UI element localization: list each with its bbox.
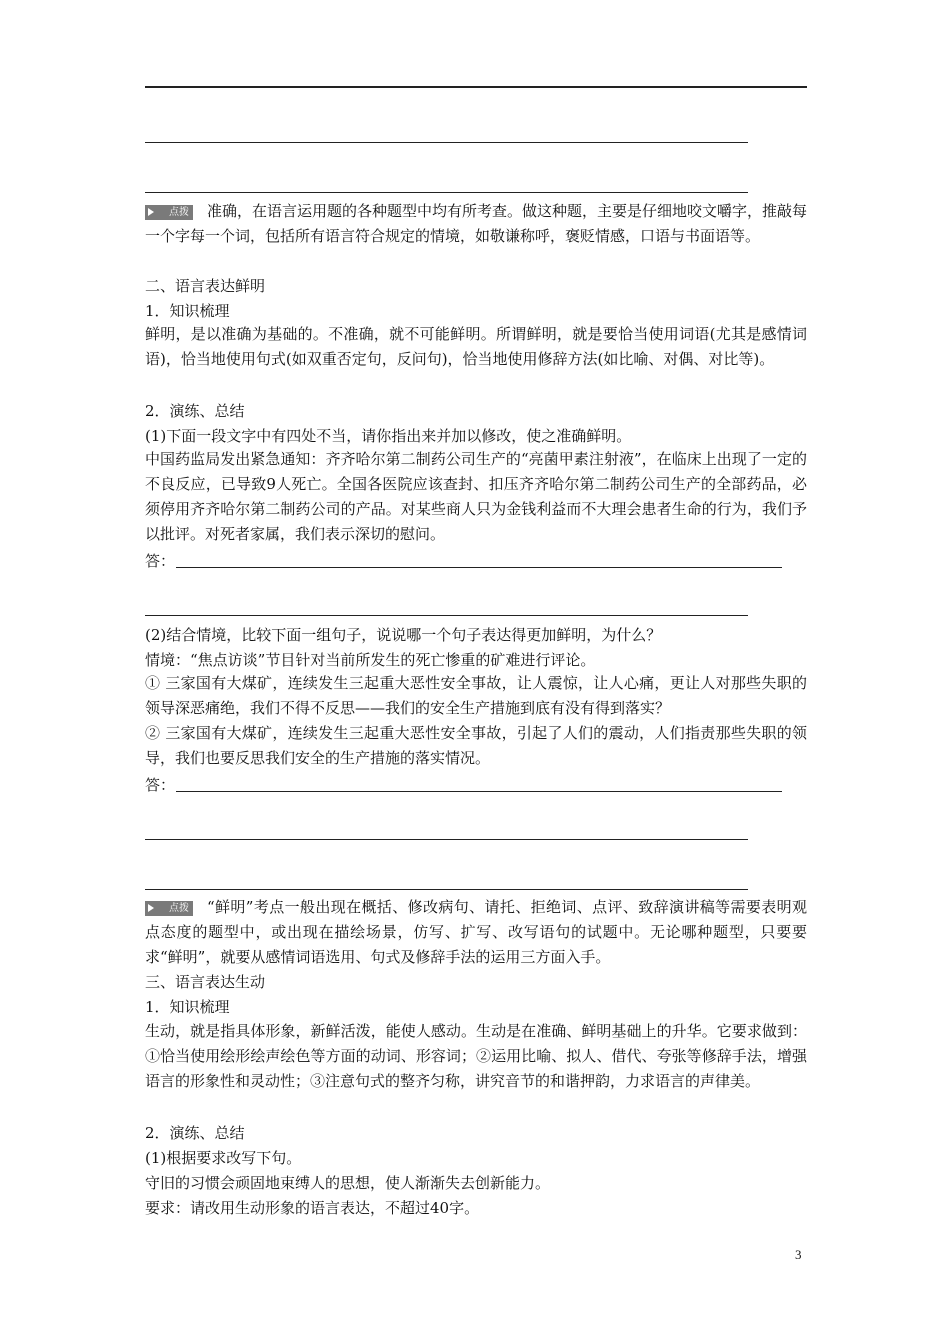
subheading: 1．知识梳理: [145, 998, 230, 1016]
sentence-option-1: ① 三家国有大煤矿，连续发生三起重大恶性安全事故，让人震惊，让人心痛，更让人对那些失职的领导深恶痛绝，我们不得不反思——我们的安全生产措施到底有没有得到落实？: [145, 674, 807, 717]
subheading: 2．演练、总结: [145, 1124, 245, 1142]
question-text: 中国药监局发出紧急通知：齐齐哈尔第二制药公司生产的“亮菌甲素注射液”，在临床上出现了一定的不良反应，已导致9人死亡。全国各医院应该查封、扣压齐齐哈尔第二制药公司生产的全部药品，必须停用齐齐哈尔第二制药公司的产品。对某些商人只为金钱利益而不大理会患者生命的行为，我们予以批评。对死者家属，我们表示深切的慰问。: [145, 450, 807, 543]
section-heading: 三、语言表达生动: [145, 973, 266, 991]
tip-paragraph: [145, 895, 807, 970]
answer-label: 答：: [145, 776, 176, 794]
answer-line: [145, 86, 807, 88]
tip-text: “鲜明”考点一般出现在概括、修改病句、请托、拒绝词、点评、致辞演讲稿等需要表明观点态度的题型中，或出现在描绘场景，仿写、扩写、改写语句的试题中。无论哪种题型，只要要求“鲜明”，就要从感情词语选用、句式及修辞手法的运用三方面入手。: [145, 898, 807, 966]
tip-badge: 点拨: [145, 901, 193, 916]
subheading: 1．知识梳理: [145, 302, 230, 320]
question: (1)根据要求改写下句。: [145, 1149, 302, 1167]
body-paragraph: 鲜明，是以准确为基础的。不准确，就不可能鲜明。所谓鲜明，就是要恰当使用词语(尤其是感情词语)，恰当地使用句式(如双重否定句，反问句)，恰当地使用修辞方法(如比喻、对偶、对比等)。: [145, 325, 807, 368]
answer-input-line[interactable]: [176, 777, 782, 792]
answer-row: [145, 774, 807, 796]
sentence-option-2: ② 三家国有大煤矿，连续发生三起重大恶性安全事故，引起了人们的震动，人们指责那些失职的领导，我们也要反思我们安全的生产措施的落实情况。: [145, 724, 807, 767]
question: (1)下面一段文字中有四处不当，请你指出来并加以修改，使之准确鲜明。: [145, 427, 632, 445]
answer-input-line[interactable]: [176, 553, 782, 568]
question-context: 情境：“焦点访谈”节目针对当前所发生的死亡惨重的矿难进行评论。: [145, 651, 596, 669]
subheading: 2．演练、总结: [145, 402, 245, 420]
page-number: 3: [795, 1247, 802, 1262]
tip-badge: 点拨: [145, 205, 193, 220]
answer-line: [145, 615, 748, 616]
answer-line: [145, 889, 748, 890]
body-paragraph: 生动，就是指具体形象，新鲜活泼，能使人感动。生动是在准确、鲜明基础上的升华。它要求做到：①恰当使用绘形绘声绘色等方面的动词、形容词；②运用比喻、拟人、借代、夸张等修辞手法，增强语言的形象性和灵动性；③注意句式的整齐匀称，讲究音节的和谐押韵，力求语言的声律美。: [145, 1022, 807, 1090]
section-heading: 二、语言表达鲜明: [145, 277, 266, 295]
tip-text: 准确，在语言运用题的各种题型中均有所考查。做这种题，主要是仔细地咬文嚼字，推敲每一个字每一个词，包括所有语言符合规定的情境，如敬谦称呼，褒贬情感，口语与书面语等。: [145, 202, 808, 245]
tip-paragraph: [145, 199, 807, 249]
question: (2)结合情境，比较下面一组句子，说说哪一个句子表达得更加鲜明，为什么？: [145, 626, 662, 644]
answer-label: 答：: [145, 552, 176, 570]
answer-line: [145, 142, 748, 143]
requirement: 要求：请改用生动形象的语言表达，不超过40字。: [145, 1199, 480, 1217]
answer-line: [145, 839, 748, 840]
answer-row: [145, 550, 807, 572]
answer-line: [145, 192, 748, 193]
question-text: 守旧的习惯会顽固地束缚人的思想，使人渐渐失去创新能力。: [145, 1174, 551, 1192]
